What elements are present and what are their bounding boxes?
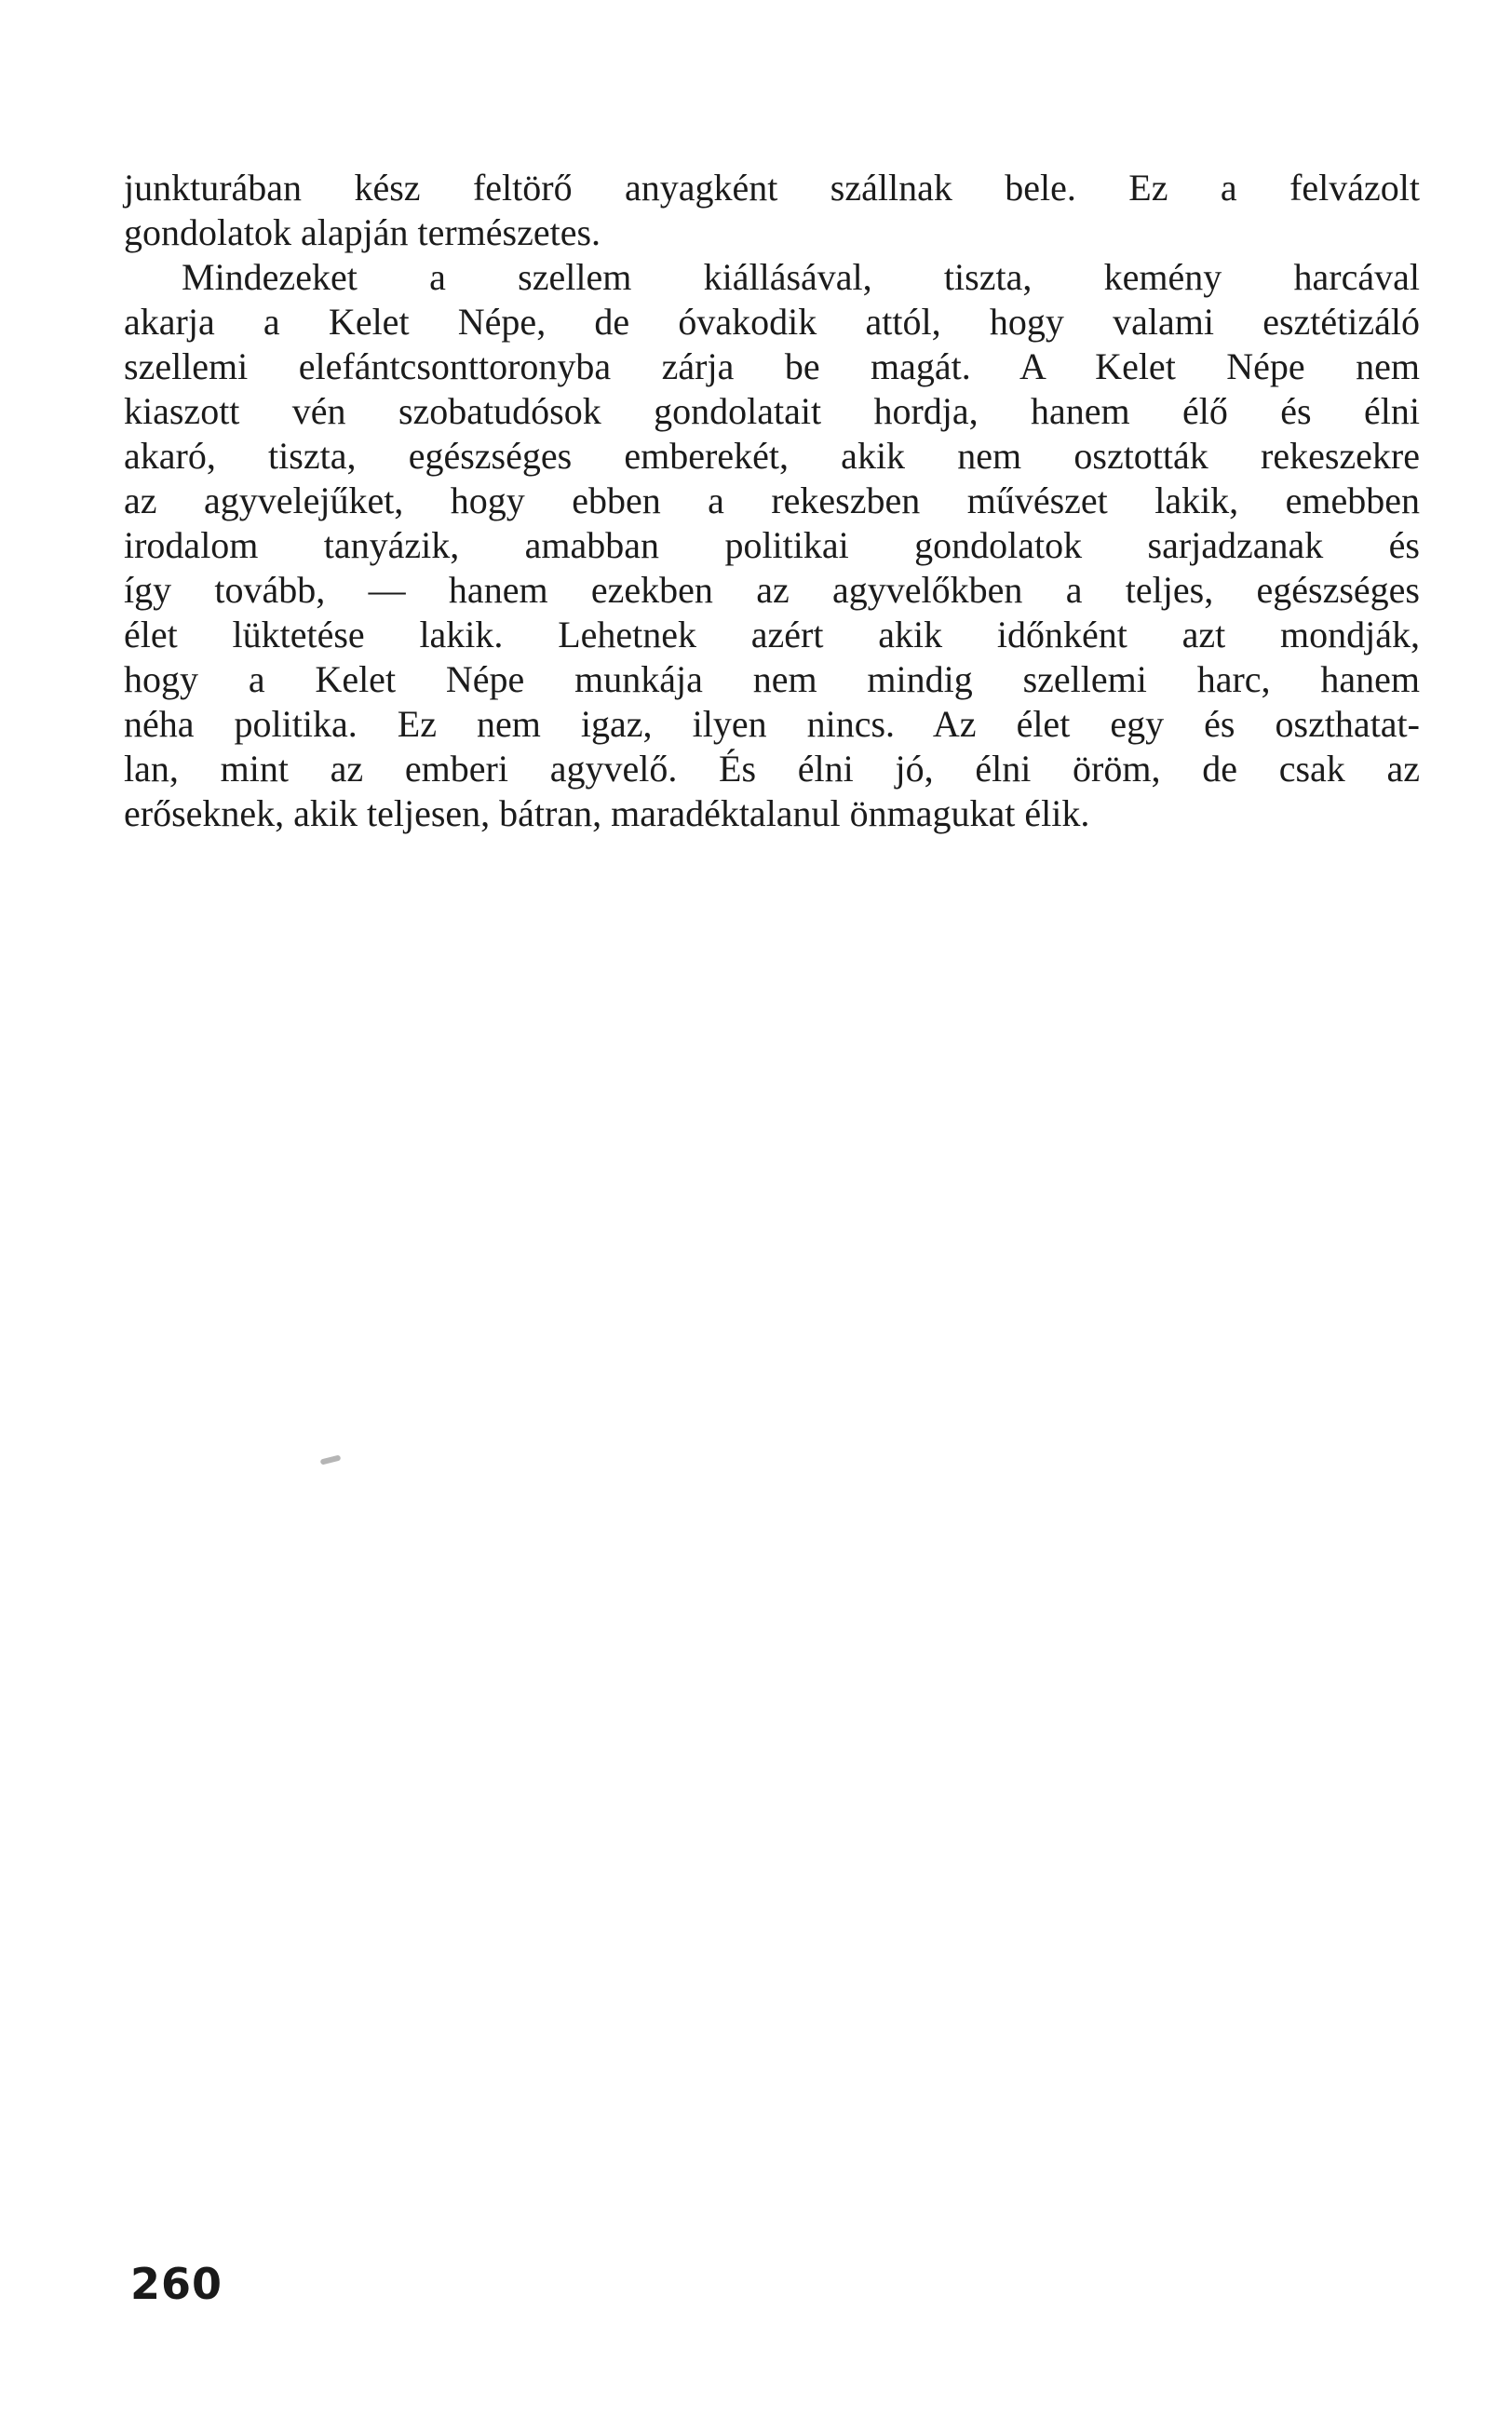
text-line-4: akarja a Kelet Népe, de óvakodik attól, hogy valami esztétizáló — [124, 301, 1420, 343]
text-line-6: kiaszott vén szobatudósok gondolatait hordja, hanem élő és élni — [124, 390, 1420, 432]
text-line-5: szellemi elefántcsonttoronyba zárja be magát. A Kelet Népe nem — [124, 345, 1420, 387]
text-line-13: néha politika. Ez nem igaz, ilyen nincs. Az élet egy és oszthatat- — [124, 703, 1420, 745]
text-line-9: irodalom tanyázik, amabban politikai gondolatok sarjadzanak és — [124, 524, 1420, 566]
body-text — [124, 166, 1420, 836]
text-line-2: gondolatok alapján természetes. — [124, 211, 601, 253]
text-line-11: élet lüktetése lakik. Lehetnek azért akik időnként azt mondják, — [124, 614, 1420, 655]
text-line-8: az agyvelejűket, hogy ebben a rekeszben művészet lakik, emebben — [124, 480, 1420, 521]
paper-speck — [320, 1454, 342, 1465]
text-line-14: lan, mint az emberi agyvelő. És élni jó, élni öröm, de csak az — [124, 748, 1420, 790]
text-line-15: erőseknek, akik teljesen, bátran, maradéktalanul önmagukat élik. — [124, 792, 1090, 834]
text-line-1: junkturában kész feltörő anyagként szállnak bele. Ez a felvázolt — [124, 167, 1420, 209]
text-line-3: Mindezeket a szellem kiállásával, tiszta, kemény harcával — [182, 256, 1420, 298]
text-line-7: akaró, tiszta, egészséges emberekét, akik nem osztották rekeszekre — [124, 435, 1420, 477]
page-number: 260 — [130, 2259, 223, 2309]
text-line-10: így tovább, — hanem ezekben az agyvelőkben a teljes, egészséges — [124, 569, 1420, 611]
text-line-12: hogy a Kelet Népe munkája nem mindig szellemi harc, hanem — [124, 658, 1420, 700]
